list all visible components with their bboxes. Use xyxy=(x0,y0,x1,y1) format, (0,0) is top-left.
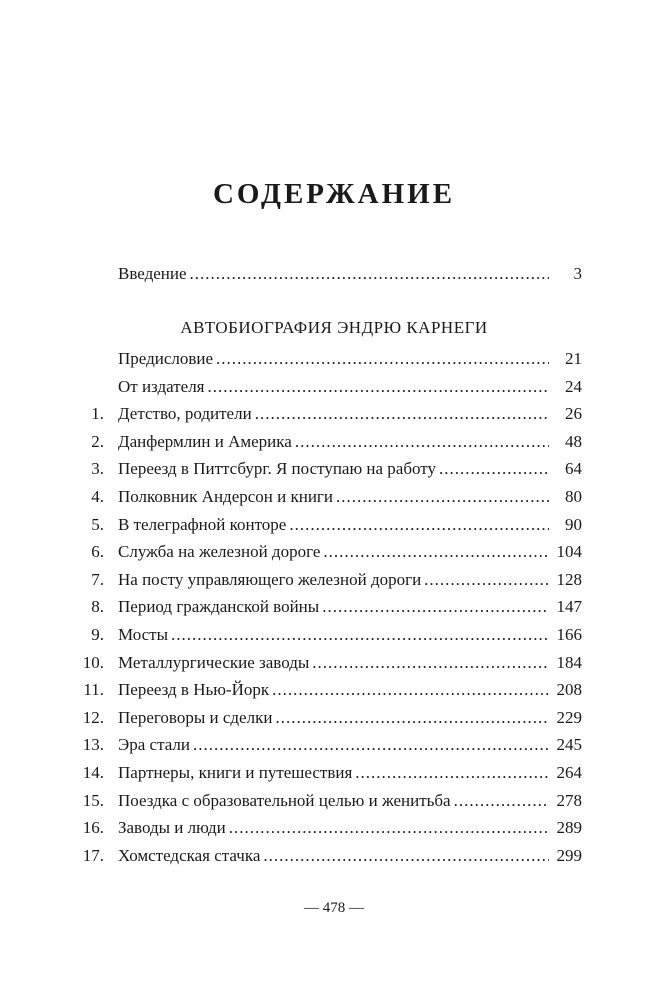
entry-number: 12. xyxy=(82,707,104,727)
entry-page: 166 xyxy=(556,625,582,644)
dot-leader xyxy=(355,761,549,785)
entry-label: Полковник Андерсон и книги xyxy=(118,487,333,506)
dot-leader xyxy=(439,457,549,481)
dot-leader xyxy=(312,651,549,675)
toc-entry xyxy=(0,844,668,868)
toc-entry xyxy=(0,485,668,509)
toc-entry xyxy=(0,816,668,840)
entry-page: 299 xyxy=(556,845,582,865)
entry-number: 1. xyxy=(91,404,104,424)
entry-page: 104 xyxy=(556,542,582,562)
entry-number: 11. xyxy=(83,680,104,700)
dot-leader xyxy=(216,347,549,371)
entry-number: 7. xyxy=(91,569,104,589)
entry-page: 90 xyxy=(565,514,582,534)
entry-number: 3. xyxy=(91,459,104,479)
entry-label: На посту управляющего железной дороги xyxy=(118,569,422,589)
entry-number: 14. xyxy=(82,763,104,782)
toc-entry xyxy=(0,540,668,564)
toc-entry xyxy=(0,733,668,757)
entry-page: 229 xyxy=(556,707,582,727)
entry-page: 289 xyxy=(556,818,582,838)
entry-page: 48 xyxy=(565,431,582,451)
dot-leader xyxy=(424,568,549,592)
dot-leader xyxy=(272,678,549,702)
entry-page: 3 xyxy=(573,264,582,283)
entry-label: От издателя xyxy=(118,376,205,396)
entry-page: 24 xyxy=(565,376,582,396)
dot-leader xyxy=(229,816,549,840)
entry-page: 147 xyxy=(556,597,582,617)
toc-entry xyxy=(0,568,668,592)
toc-entry xyxy=(0,347,668,371)
dot-leader xyxy=(454,789,549,813)
entry-number: 2. xyxy=(91,431,104,451)
entry-label: Хомстедская стачка xyxy=(118,845,261,865)
dot-leader xyxy=(275,706,549,730)
entry-page: 80 xyxy=(565,487,582,506)
entry-page: 26 xyxy=(565,404,582,424)
dot-leader xyxy=(289,513,549,537)
entry-label: Мосты xyxy=(118,625,169,644)
entry-number: 5. xyxy=(91,514,104,534)
entry-number: 10. xyxy=(82,652,104,672)
entry-page: 128 xyxy=(556,569,582,589)
entry-page: 208 xyxy=(556,680,582,700)
toc-entry xyxy=(0,402,668,426)
entry-label: Служба на железной дороге xyxy=(118,542,321,562)
page-title: СОДЕРЖАНИЕ xyxy=(212,178,456,210)
entry-page: 278 xyxy=(556,790,582,810)
entry-label: Заводы и люди xyxy=(118,818,226,838)
section-heading: АВТОБИОГРАФИЯ ЭНДРЮ КАРНЕГИ xyxy=(180,318,488,337)
toc-entry-intro xyxy=(0,262,668,286)
dot-leader xyxy=(336,485,549,509)
entry-label: Период гражданской войны xyxy=(118,597,320,617)
toc-entry xyxy=(0,651,668,675)
entry-label: Переговоры и сделки xyxy=(118,707,273,727)
dot-leader xyxy=(208,375,550,399)
toc-entry xyxy=(0,678,668,702)
entry-page: 21 xyxy=(565,349,582,368)
entry-page: 245 xyxy=(556,735,582,755)
dot-leader xyxy=(171,623,549,647)
entry-label: Эра стали xyxy=(118,735,190,755)
dot-leader xyxy=(255,402,549,426)
entry-number: 17. xyxy=(82,845,104,865)
entry-number: 6. xyxy=(91,542,104,562)
dot-leader xyxy=(323,540,549,564)
toc-entry xyxy=(0,430,668,454)
entry-number: 15. xyxy=(82,790,104,810)
toc-entry xyxy=(0,595,668,619)
toc-entry xyxy=(0,513,668,537)
toc-entry xyxy=(0,789,668,813)
entry-label: Введение xyxy=(118,264,187,283)
entry-label: Поездка с образовательной целью и женитьба xyxy=(118,790,451,810)
dot-leader xyxy=(295,430,549,454)
page-number-footer: — 478 — xyxy=(304,900,364,916)
dot-leader xyxy=(190,262,549,286)
entry-number: 4. xyxy=(91,487,104,506)
entry-label: Металлургические заводы xyxy=(118,652,310,672)
entry-label: В телеграфной конторе xyxy=(118,514,287,534)
entry-page: 264 xyxy=(556,763,582,782)
entry-number: 16. xyxy=(82,818,104,838)
toc-entry xyxy=(0,761,668,785)
entry-label: Предисловие xyxy=(118,349,214,368)
dot-leader xyxy=(263,844,549,868)
entry-number: 8. xyxy=(91,597,104,617)
entry-label: Переезд в Нью-Йорк xyxy=(118,680,270,700)
dot-leader xyxy=(193,733,549,757)
entry-number: 13. xyxy=(82,735,104,755)
entry-number: 9. xyxy=(91,625,104,644)
entry-label: Данфермлин и Америка xyxy=(118,431,292,451)
toc-entry xyxy=(0,706,668,730)
entry-label: Переезд в Питтсбург. Я поступаю на работу xyxy=(118,459,436,479)
entry-page: 184 xyxy=(556,652,582,672)
entry-label: Детство, родители xyxy=(118,404,252,424)
entry-label: Партнеры, книги и путешествия xyxy=(118,763,353,782)
toc-entry xyxy=(0,457,668,481)
toc-entry xyxy=(0,375,668,399)
dot-leader xyxy=(322,595,549,619)
entry-page: 64 xyxy=(565,459,582,479)
toc-entry xyxy=(0,623,668,647)
